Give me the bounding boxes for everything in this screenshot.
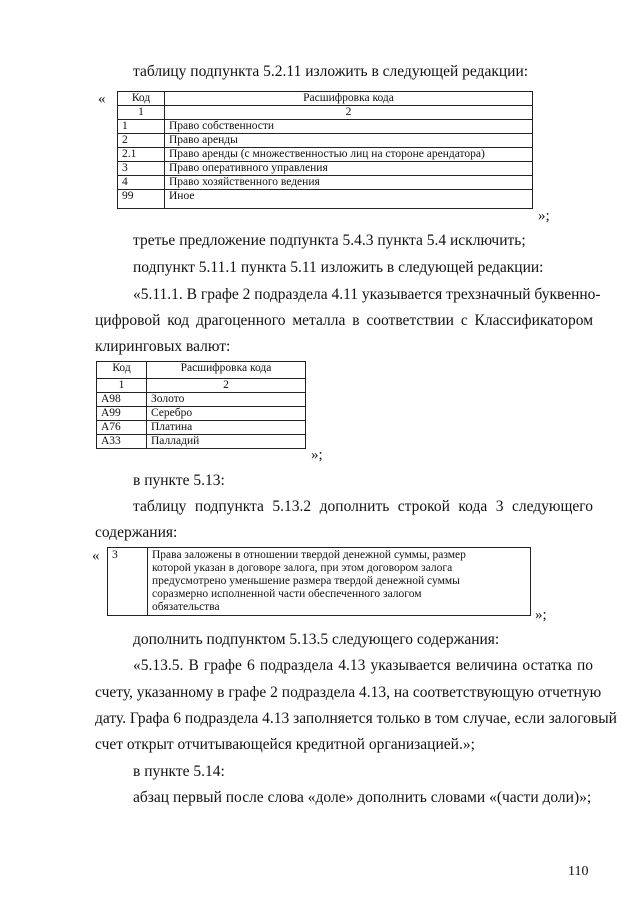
table2-code: A33 <box>97 435 147 449</box>
paragraph-5-13-2-line2: содержания: <box>95 524 178 541</box>
paragraph-5-13-5-intro: дополнить подпунктом 5.13.5 следующего содержания: <box>133 631 500 648</box>
table-row <box>118 148 533 162</box>
table2-quote-close: »; <box>311 447 323 463</box>
table1-quote-open: « <box>98 91 106 107</box>
table1-num-2: 2 <box>165 106 533 120</box>
table3-desc-line: соразмерно исполненной части обеспеченного залогом <box>152 588 422 600</box>
table2-num-2: 2 <box>147 379 306 393</box>
paragraph-5-14: в пункте 5.14: <box>133 763 225 780</box>
table-row <box>118 134 533 148</box>
table1-numbering-row <box>118 106 533 120</box>
table1-desc: Право аренды (с множественностью лиц на стороне арендатора) <box>165 148 533 162</box>
table2-desc: Палладий <box>147 435 306 449</box>
paragraph-5-14-abzac: абзац первый после слова «доле» дополнить словами «(части доли)»; <box>133 789 592 806</box>
table1-code: 2 <box>118 134 165 148</box>
table2 <box>96 361 306 449</box>
table3-quote-open: « <box>92 548 100 564</box>
paragraph-exclude: третье предложение подпункта 5.4.3 пункта 5.4 исключить; <box>133 232 526 249</box>
table1-header-row <box>118 92 533 106</box>
table-row <box>97 393 306 407</box>
paragraph-5-13-5-line1: «5.13.5. В графе 6 подраздела 4.13 указывается величина остатка по <box>133 657 593 674</box>
table3-desc-line: Права заложены в отношении твердой денежной суммы, размер <box>152 549 466 561</box>
table-row <box>118 162 533 176</box>
table3-desc-line: предусмотрено уменьшение размера твердой денежной суммы <box>152 575 460 587</box>
table2-header-row <box>97 362 306 379</box>
table-row <box>118 120 533 134</box>
table1-quote-close: »; <box>538 208 550 224</box>
paragraph-5-13-5-line4: счет открыт отчитывающейся кредитной организацией.»; <box>95 736 475 753</box>
table1-desc: Право оперативного управления <box>165 162 533 176</box>
page-number: 110 <box>568 864 589 879</box>
paragraph-5-13: в пункте 5.13: <box>133 472 225 489</box>
table-row <box>97 421 306 435</box>
paragraph-5-11-1-line2: цифровой код драгоценного металла в соответствии с Классификатором <box>95 312 593 329</box>
table-row <box>118 190 533 209</box>
table1-code: 2.1 <box>118 148 165 162</box>
table1-code: 3 <box>118 162 165 176</box>
table2-desc: Золото <box>147 393 306 407</box>
table3-desc-line: обязательства <box>152 601 220 613</box>
table2-num-1: 1 <box>97 379 147 393</box>
table1-desc: Право собственности <box>165 120 533 134</box>
table1-desc: Иное <box>165 190 533 209</box>
table3-code: 3 <box>108 548 148 616</box>
table1-header-desc: Расшифровка кода <box>165 92 533 106</box>
table-row <box>108 548 531 616</box>
paragraph-5-13-5-line2: счету, указанному в графе 2 подраздела 4.13, на соответствующую отчетную <box>95 684 602 701</box>
table1-header-code: Код <box>118 92 165 106</box>
paragraph-5-13-2-line1: таблицу подпункта 5.13.2 дополнить строкой кода 3 следующего <box>133 498 593 515</box>
table3 <box>107 547 531 616</box>
paragraph-5-11-1-line1: «5.11.1. В графе 2 подраздела 4.11 указывается трехзначный буквенно- <box>133 286 601 303</box>
intro-table1: таблицу подпункта 5.2.11 изложить в следующей редакции: <box>133 63 529 80</box>
table2-code: A76 <box>97 421 147 435</box>
table2-desc: Платина <box>147 421 306 435</box>
table1 <box>117 91 533 209</box>
table2-header-desc: Расшифровка кода <box>147 362 306 379</box>
table2-header-code: Код <box>97 362 147 379</box>
table2-code: A98 <box>97 393 147 407</box>
table1-num-1: 1 <box>118 106 165 120</box>
paragraph-5-13-5-line3: дату. Графа 6 подраздела 4.13 заполняется только в том случае, если залоговый <box>95 710 617 727</box>
table2-numbering-row <box>97 379 306 393</box>
table1-desc: Право аренды <box>165 134 533 148</box>
table3-quote-close: »; <box>535 607 547 623</box>
paragraph-5-11-1-intro: подпункт 5.11.1 пункта 5.11 изложить в следующей редакции: <box>133 259 544 276</box>
paragraph-5-11-1-line3: клиринговых валют: <box>95 338 231 355</box>
table-row <box>118 176 533 190</box>
table1-code: 4 <box>118 176 165 190</box>
table-row <box>97 435 306 449</box>
table3-desc <box>148 548 531 616</box>
table3-desc-line: которой указан в договоре залога, при этом договором залога <box>152 562 453 574</box>
table1-code: 99 <box>118 190 165 209</box>
table2-code: A99 <box>97 407 147 421</box>
table-row <box>97 407 306 421</box>
table2-desc: Серебро <box>147 407 306 421</box>
table1-code: 1 <box>118 120 165 134</box>
table1-desc: Право хозяйственного ведения <box>165 176 533 190</box>
